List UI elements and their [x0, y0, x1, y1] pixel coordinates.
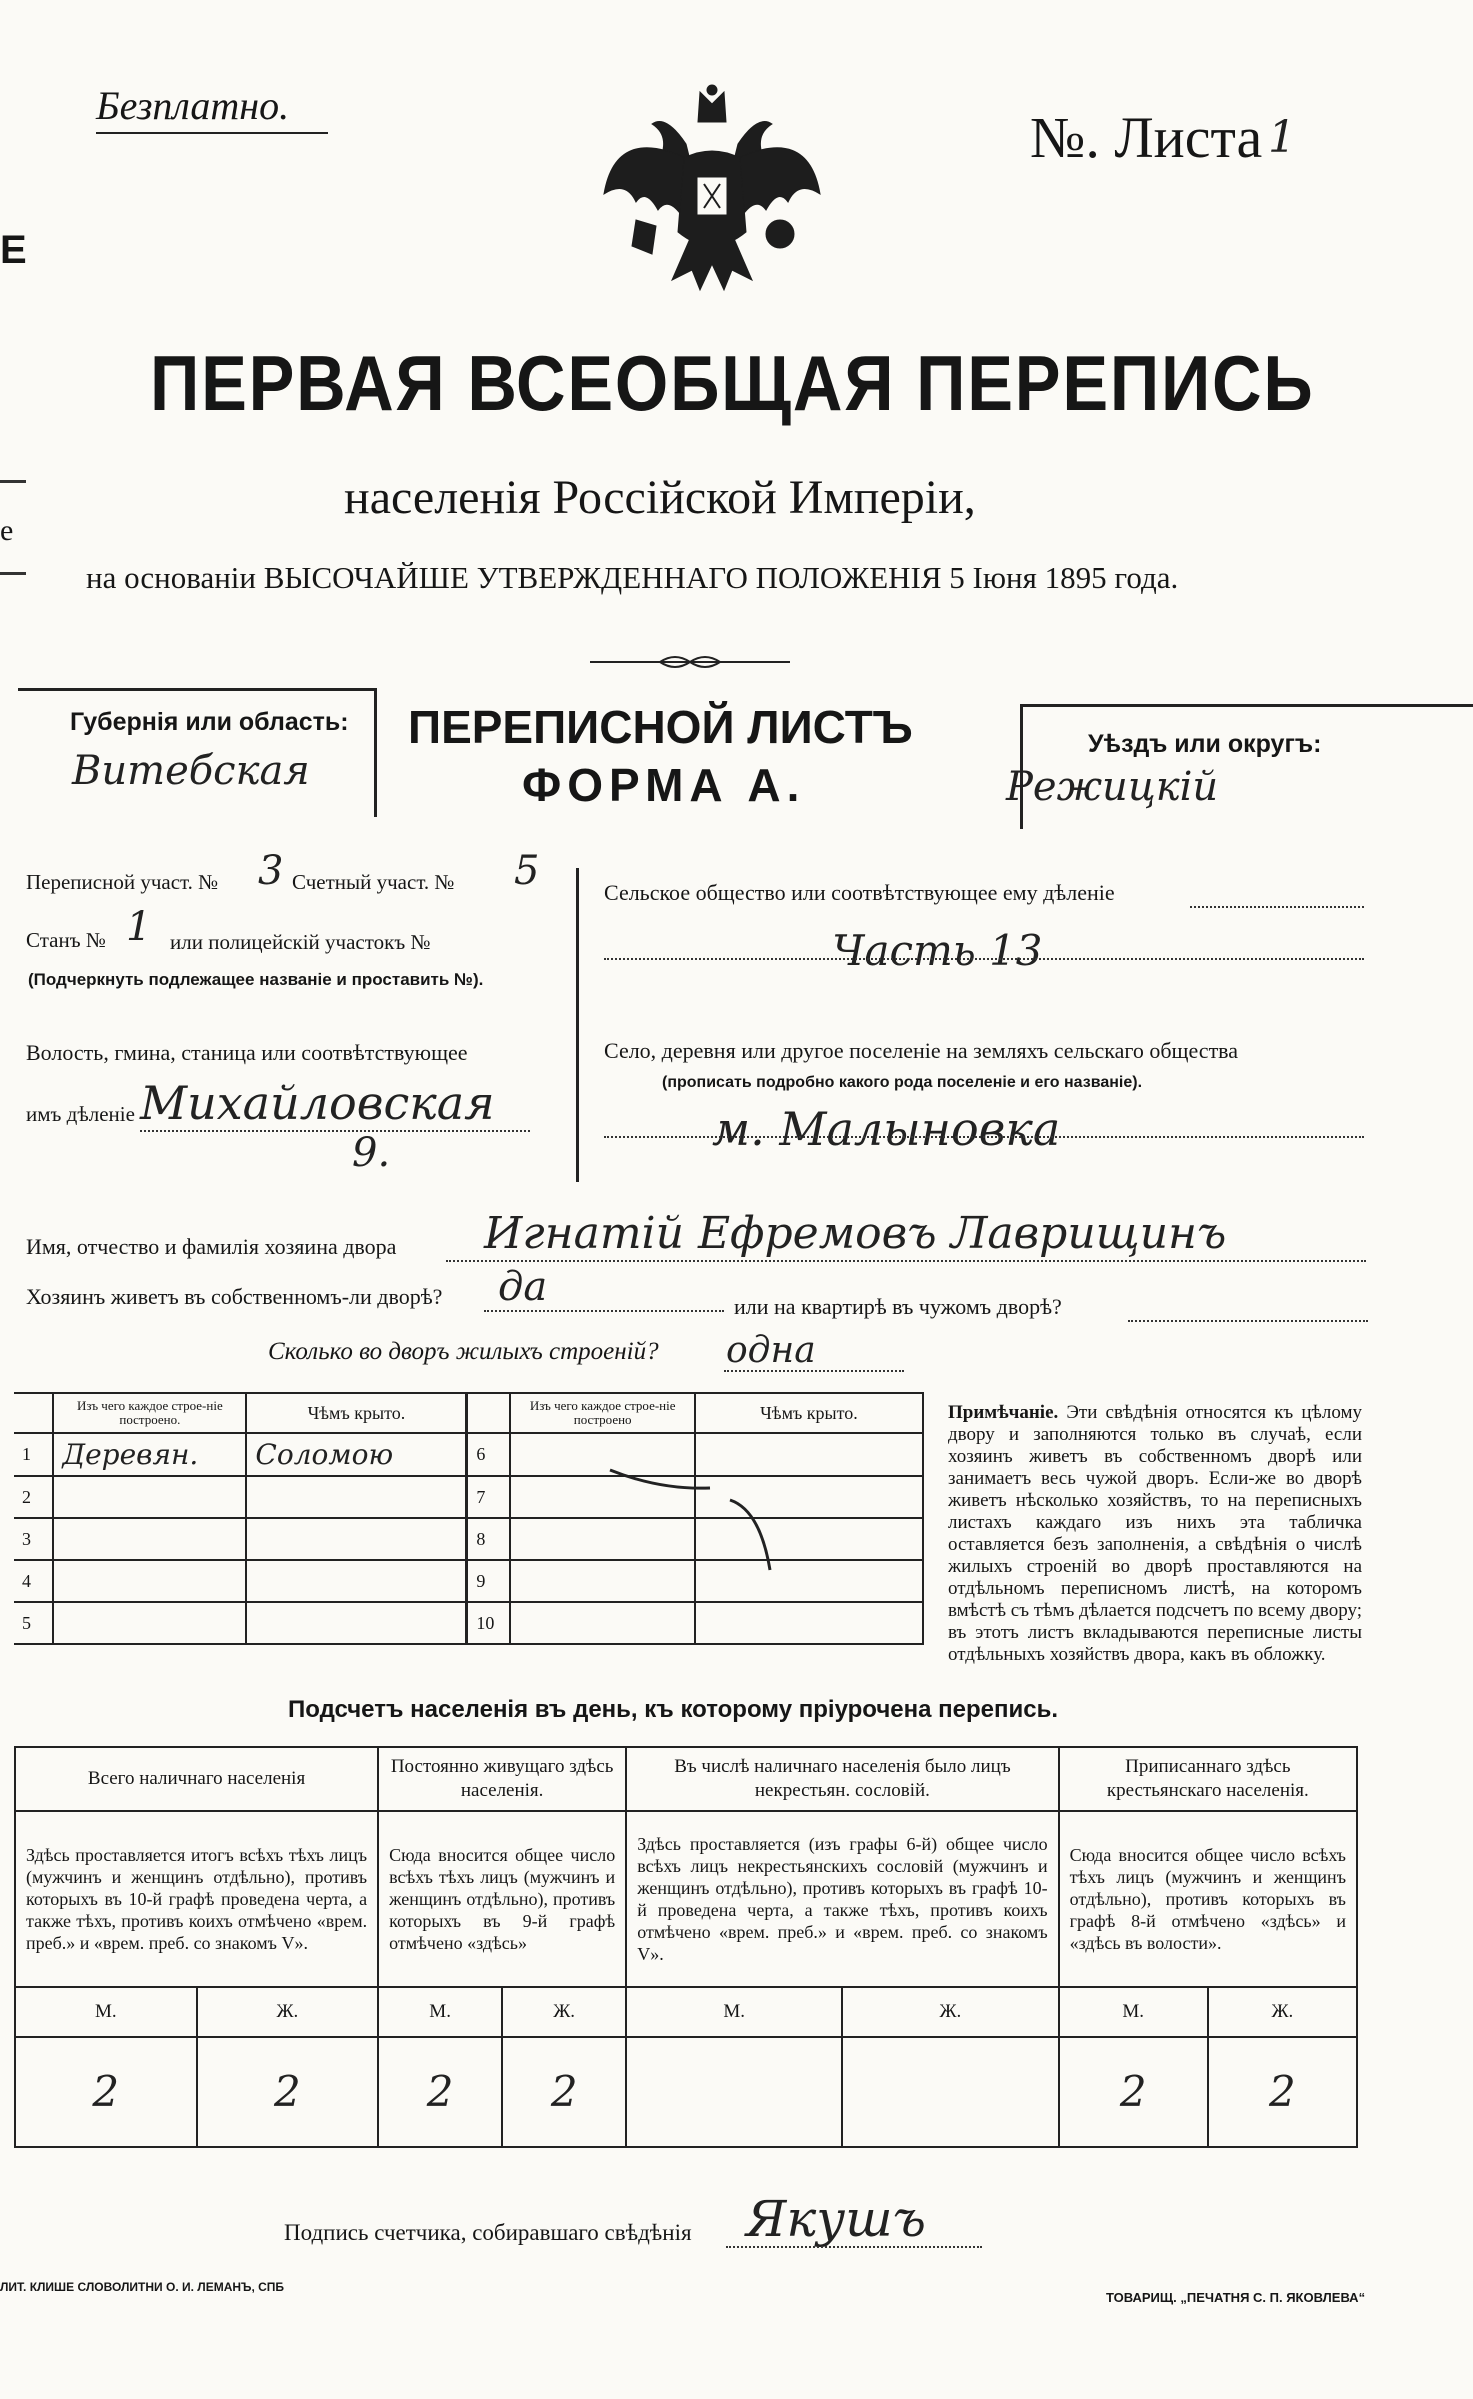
count-area-label: Счетный участ. №	[292, 870, 455, 894]
volost-value: Михайловская	[140, 1076, 530, 1132]
census-col-2-male-value: 2	[378, 2037, 502, 2147]
district-value: Режицкій	[1006, 764, 1219, 810]
own-yard-label: Хозяинъ живетъ въ собственномъ-ли дворѣ?	[26, 1284, 443, 1309]
table-row: 5 10	[14, 1602, 923, 1644]
subtitle: населенія Россійской Имперіи,	[344, 471, 976, 524]
sheet-number-label: №. Листа	[1030, 105, 1263, 170]
enumerator-signature: Якушъ	[746, 2190, 926, 2248]
village-value: м. Малыновка	[712, 1102, 1061, 1156]
note-block	[948, 1402, 1362, 1666]
note-text: Эти свѣдѣнія относятся къ цѣлому двору и заполняются только въ случаѣ, если хозяинъ живетъ въ собственномъ дворѣ или занимаетъ весь чужой дворъ. Если-же во дворѣ живетъ нѣсколько хозяйствъ, то на переписныхъ листахъ каждаго изъ нихъ эта табличка оставляется безъ заполненія, а свѣдѣнія о числѣ жилыхъ строеній во дворѣ проставляются на отдѣльномъ переписномъ листѣ, на которомъ вмѣстѣ съ тѣмъ дѣлается подсчетъ по всему двору; въ этотъ листъ вкладываются переписные листы отдѣльныхъ хозяйствъ двора, какъ въ обложку.	[948, 1402, 1363, 1665]
census-col-3-female-header: Ж.	[842, 1987, 1059, 2037]
census-col-3-title: Въ числѣ наличнаго населенія было лицъ некрестьян. сословій.	[626, 1747, 1058, 1811]
census-summary-table	[14, 1746, 1358, 2148]
police-label: или полицейскій участокъ №	[170, 930, 431, 954]
edge-line	[0, 480, 26, 483]
census-col-3-female-value	[842, 2037, 1059, 2147]
main-title: ПЕРВАЯ ВСЕОБЩАЯ ПЕРЕПИСЬ	[150, 339, 1315, 427]
free-label: Безплатно.	[96, 83, 290, 128]
census-col-4-title: Приписаннаго здѣсь крестьянскаго населенія.	[1059, 1747, 1357, 1811]
signature-line	[726, 2232, 982, 2248]
count-area-value: 5	[514, 848, 540, 894]
volost-label: Волость, гмина, станица или соотвѣтствующее	[26, 1040, 468, 1065]
edge-fragment-top: Е	[0, 228, 27, 272]
buildings-count-line	[724, 1356, 904, 1372]
stan-label: Станъ №	[26, 928, 106, 952]
census-area-value: 3	[258, 848, 284, 894]
census-col-1-female-header: Ж.	[197, 1987, 379, 2037]
census-col-1-female-value: 2	[197, 2037, 379, 2147]
census-col-4-female-value: 2	[1208, 2037, 1357, 2147]
census-area-label: Переписной участ. №	[26, 870, 219, 894]
stan-value: 1	[126, 904, 152, 950]
printer-credit-left: ЛИТ. КЛИШЕ СЛОВОЛИТНИ О. И. ЛЕМАНЪ, СПБ	[0, 2280, 285, 2294]
sheet-title: ПЕРЕПИСНОЙ ЛИСТЪ	[408, 701, 913, 753]
note-heading: Примѣчаніе.	[948, 1402, 1059, 1423]
column-divider	[576, 868, 579, 1182]
edge-line	[0, 572, 26, 575]
own-yard-line	[484, 1296, 724, 1312]
census-heading: Подсчетъ населенія въ день, къ которому пріурочена перепись.	[288, 1696, 1058, 1723]
census-col-2-desc: Сюда вносится общее число всѣхъ тѣхъ лицъ (мужчинъ и женщинъ отдѣльно), противъ которыхъ въ 9-й графѣ отмѣчено «здѣсь»	[378, 1811, 626, 1987]
society-fill-line-2	[604, 942, 1364, 960]
province-label: Губернія или область:	[70, 708, 349, 736]
form-title: ФОРМА А.	[522, 759, 806, 811]
double-headed-eagle-icon	[596, 84, 828, 310]
buildings-col-roof: Чѣмъ крыто.	[246, 1393, 466, 1433]
owner-name-line	[446, 1246, 1366, 1262]
census-col-3-male-value	[626, 2037, 842, 2147]
census-col-1-male-value: 2	[15, 2037, 197, 2147]
census-col-2-male-header: М.	[378, 1987, 502, 2037]
printer-credit-right: ТОВАРИЩ. „ПЕЧАТНЯ С. П. ЯКОВЛЕВА“	[1106, 2290, 1366, 2305]
pen-stroke-mark	[600, 1460, 820, 1580]
own-yard-value: да	[498, 1264, 548, 1310]
census-col-2-female-value: 2	[502, 2037, 626, 2147]
census-col-4-male-header: М.	[1059, 1987, 1208, 2037]
signature-label: Подпись счетчика, собиравшаго свѣдѣнія	[284, 2220, 692, 2245]
society-fill-line	[1190, 880, 1364, 908]
society-label: Сельское общество или соотвѣтствующее ему дѣленіе	[604, 880, 1115, 905]
free-underline	[96, 132, 328, 134]
buildings-col-material-2: Изъ чего каждое строе-ніе построено	[510, 1393, 694, 1433]
village-label: Село, деревня или другое поселеніе на земляхъ сельскаго общества	[604, 1038, 1239, 1063]
buildings-count-value: одна	[726, 1330, 816, 1371]
province-value: Витебская	[72, 748, 310, 794]
owner-name-value: Игнатій Ефремовъ Лаврищинъ	[484, 1208, 1227, 1259]
rent-yard-label: или на квартирѣ въ чужомъ дворѣ?	[734, 1294, 1062, 1319]
census-col-3-desc: Здѣсь проставляется (изъ графы 6-й) общее число всѣхъ лицъ некрестьянскихъ сословій (мужчинъ и женщинъ отдѣльно), противъ которыхъ въ графѣ 10-й проведена черта, а также тѣхъ, противъ коихъ отмѣчено «врем. преб.» и «врем. преб. со знакомъ V».	[626, 1811, 1058, 1987]
underline-note: (Подчеркнуть подлежащее названіе и проставить №).	[28, 970, 484, 989]
owner-name-label: Имя, отчество и фамилія хозяина двора	[26, 1234, 397, 1259]
census-col-1-title: Всего наличнаго населенія	[15, 1747, 378, 1811]
census-col-2-female-header: Ж.	[502, 1987, 626, 2037]
table-row: 3 8	[14, 1518, 923, 1560]
sheet-number-value: 1	[1268, 112, 1296, 163]
village-fill-line	[604, 1120, 1364, 1138]
census-col-1-male-header: М.	[15, 1987, 197, 2037]
census-col-1-desc: Здѣсь проставляется итогъ всѣхъ тѣхъ лицъ (мужчинъ и женщинъ отдѣльно), противъ которыхъ въ 10-й графѣ проведена черта, а также тѣхъ, противъ коихъ отмѣчено «врем. преб.» и «врем. преб. со знакомъ V».	[15, 1811, 378, 1987]
edge-fragment-mid: е	[0, 514, 14, 547]
census-col-4-female-header: Ж.	[1208, 1987, 1357, 2037]
buildings-col-material: Изъ чего каждое строе-ніе построено.	[53, 1393, 246, 1433]
census-col-4-desc: Сюда вносится общее число всѣхъ тѣхъ лицъ (мужчинъ и женщинъ отдѣльно), противъ которыхъ въ графѣ 8-й отмѣчено «здѣсь» и «здѣсь въ волости».	[1059, 1811, 1357, 1987]
census-col-3-male-header: М.	[626, 1987, 842, 2037]
buildings-col-roof-2: Чѣмъ крыто.	[695, 1393, 923, 1433]
ornament-divider-icon	[590, 652, 790, 672]
rent-yard-line	[1128, 1306, 1368, 1322]
volost-label-2: имъ дѣленіе	[26, 1102, 135, 1126]
census-col-4-male-value: 2	[1059, 2037, 1208, 2147]
census-col-2-title: Постоянно живущаго здѣсь населенія.	[378, 1747, 626, 1811]
village-note: (прописать подробно какого рода поселеніе и его названіе).	[662, 1074, 1143, 1091]
table-row: 4 9	[14, 1560, 923, 1602]
legal-basis: на основаніи ВЫСОЧАЙШЕ УТВЕРЖДЕННАГО ПОЛОЖЕНІЯ 5 Іюня 1895 года.	[86, 560, 1179, 595]
district-label: Уѣздъ или округъ:	[1088, 730, 1322, 758]
table-row: 1 Деревян. Соломою 6	[14, 1433, 923, 1476]
society-value: Часть 13	[832, 926, 1043, 975]
table-row: 2 7	[14, 1476, 923, 1518]
buildings-count-label: Сколько во дворъ жилыхъ строеній?	[268, 1338, 659, 1365]
volost-extra: 9.	[352, 1130, 391, 1176]
